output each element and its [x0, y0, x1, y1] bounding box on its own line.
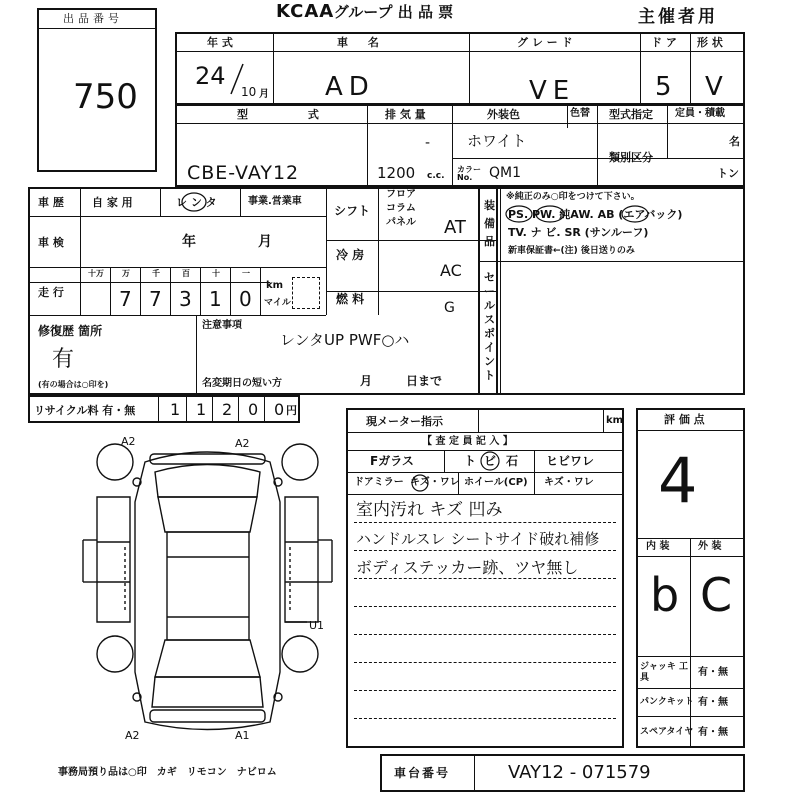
door-mirror-label: ドアミラー — [354, 477, 404, 488]
displacement-label: 排 気 量 — [385, 108, 426, 121]
lot-number-label: 出品番号 — [63, 12, 123, 25]
interior-label: 内 装 — [646, 541, 670, 552]
recycle-unit: 円 — [286, 404, 297, 417]
vehicle-row-1 — [175, 32, 745, 105]
expiry-label: 名変期日の短い方 — [202, 378, 282, 389]
recycle-fee-box — [28, 395, 300, 423]
meter-unit: km — [606, 415, 624, 426]
digit-label-5: 一 — [242, 269, 250, 278]
color-change-label: 色替 — [570, 108, 590, 119]
shift-floor: フロア — [386, 189, 416, 200]
shape-value: V — [705, 72, 723, 102]
displacement-value: 1200 — [377, 164, 416, 182]
pw-circle-icon — [534, 204, 566, 224]
chassis-label: 車台番号 — [394, 766, 451, 780]
displacement-dash: - — [425, 135, 431, 151]
spare-tire-label: スペアタイヤ — [640, 727, 694, 737]
comment-line-1: 室内汚れ キズ 凹み — [356, 500, 503, 520]
appraisal-box — [346, 408, 624, 748]
category-label: 類別区分 — [609, 151, 653, 164]
capacity-label: 定員・積載 — [675, 108, 725, 119]
digit-label-4: 十 — [212, 269, 220, 278]
expiry-day-unit: 日まで — [406, 374, 443, 388]
fuel-value: G — [444, 300, 455, 316]
meter-label: 現メーター指示 — [366, 415, 443, 428]
equipment-line-3: 新車保証書←(注) 後日送りのみ — [508, 246, 635, 256]
mileage-label: 走 行 — [38, 286, 64, 299]
model-label: 型 式 — [237, 108, 347, 121]
jack-tools-value: 有・無 — [698, 667, 728, 678]
crack-label: ヒビワレ — [546, 454, 595, 468]
digit-label-2: 千 — [152, 269, 160, 278]
notes-label: 注意事項 — [202, 320, 242, 331]
mark-rear-left: A2 — [125, 729, 140, 742]
color-number-value: QM1 — [489, 165, 522, 181]
puncture-kit-label: パンクキット — [640, 697, 694, 707]
shift-value: AT — [444, 217, 466, 238]
vehicle-row-2 — [175, 104, 745, 187]
year-label: 年 式 — [207, 36, 233, 49]
ac-label: 冷 房 — [336, 248, 365, 262]
puncture-kit-value: 有・無 — [698, 697, 728, 708]
rating-value: 4 — [658, 444, 698, 517]
sales-point-label: セールスポイント — [484, 271, 495, 382]
rating-box — [636, 408, 745, 748]
repair-note: (有の場合は○印を) — [38, 380, 109, 389]
recycle-digit-4: 0 — [274, 400, 285, 419]
equipment-side-label: 装備品 — [484, 199, 495, 248]
digit-label-0: 十万 — [88, 269, 104, 278]
mileage-digit-2: 7 — [149, 287, 162, 311]
tons-unit: トン — [717, 167, 739, 180]
repair-label: 修復歴 箇所 — [38, 324, 103, 338]
shape-label: 形 状 — [697, 36, 723, 49]
scratch-crack-label: キズ・ワレ — [410, 477, 460, 488]
equipment-note: ※純正のみ○印をつけて下さい。 — [506, 192, 640, 202]
model-designation-label: 型式指定 — [609, 108, 653, 121]
notes-value: レンタUP PWF○ハ — [280, 331, 410, 349]
spare-tire-value: 有・無 — [698, 727, 728, 738]
grade-value: VE — [529, 76, 576, 106]
fuel-label: 燃 料 — [336, 292, 365, 306]
month-unit: 月 — [259, 89, 269, 100]
persons-unit: 名 — [729, 135, 740, 148]
lot-number-box — [37, 8, 157, 172]
lot-number-value: 750 — [73, 77, 138, 117]
inspection-label: 車 検 — [38, 236, 64, 249]
comment-line-3: ボディステッカー跡、ツヤ無し — [356, 558, 579, 577]
recycle-digit-0: 1 — [170, 400, 181, 419]
history-label: 車 歴 — [38, 196, 64, 209]
ishi-label: 石 — [506, 454, 519, 468]
year-value: 24 — [195, 62, 226, 90]
jack-tools-label: ジャッキ 工 具 — [640, 662, 688, 683]
rental-circle-icon — [180, 191, 208, 213]
recycle-digit-2: 2 — [222, 400, 233, 419]
bi-circle-icon — [478, 450, 502, 472]
history-grid — [28, 187, 498, 395]
mark-front-right: A2 — [235, 437, 250, 450]
scratch-circle-icon — [410, 473, 430, 493]
exterior-color-value: ホワイト — [467, 132, 527, 150]
wheel-label: ホイール(CP) — [464, 477, 528, 488]
color-number-label: カラーNo. — [457, 165, 481, 182]
exterior-label: 外 装 — [698, 541, 722, 552]
shift-label: シフト — [334, 204, 371, 218]
mileage-digit-3: 3 — [179, 287, 192, 311]
exterior-color-label: 外装色 — [487, 108, 520, 121]
comment-line-2: ハンドルスレ シートサイド破れ補修 — [356, 530, 600, 548]
equipment-box — [478, 187, 745, 395]
chassis-number-box — [380, 754, 745, 792]
recycle-label: リサイクル料 有・無 — [34, 404, 136, 417]
history-private: 自 家 用 — [92, 196, 133, 209]
doors-label: ド ア — [651, 36, 677, 49]
mark-rear-right: A1 — [235, 729, 250, 742]
mile-unit: マイル — [264, 298, 291, 308]
ps-circle-icon — [504, 204, 534, 224]
to-label: ト — [464, 454, 477, 468]
recycle-digit-1: 1 — [196, 400, 207, 419]
grade-label: グ レ ー ド — [517, 36, 573, 49]
digit-label-3: 百 — [182, 269, 190, 278]
inspection-month-unit: 月 — [258, 234, 272, 250]
appraisal-header: 【 査 定 員 記 入 】 — [422, 436, 513, 447]
ab-circle-icon — [620, 204, 650, 224]
expiry-month-unit: 月 — [360, 374, 373, 388]
scratch-crack-2-label: キズ・ワレ — [544, 477, 594, 488]
equipment-line-1: PS. PW. 純AW. AB (エアバック) — [508, 208, 683, 221]
km-unit: km — [266, 280, 284, 291]
bi-label: ビ — [484, 454, 497, 468]
equipment-line-2: TV. ナ ビ. SR (サンルーフ) — [508, 226, 649, 239]
organizer-label: 主催者用 — [638, 7, 718, 27]
car-name-value: AD — [325, 72, 375, 102]
shift-column: コラム — [386, 203, 416, 214]
form-title: .グループ 出 品 票 — [328, 3, 454, 21]
mark-side-right: U1 — [309, 619, 325, 632]
shift-panel: パネル — [386, 217, 416, 228]
fglass-label: Fガラス — [370, 454, 414, 468]
mileage-digit-5: 0 — [239, 287, 252, 311]
recycle-digit-3: 0 — [248, 400, 259, 419]
history-rental: レ ン タ — [176, 196, 217, 209]
month-value: 10 — [241, 85, 257, 99]
car-damage-diagram — [75, 432, 340, 747]
chassis-value: VAY12 - 071579 — [508, 762, 651, 783]
exterior-value: C — [700, 568, 733, 622]
office-note: 事務局預り品は○印 カギ リモコン ナビロム — [58, 767, 277, 778]
digit-label-1: 万 — [122, 269, 130, 278]
inspection-year-unit: 年 — [182, 234, 196, 250]
brand-logo: KCAA — [276, 1, 335, 22]
rating-label: 評 価 点 — [664, 413, 705, 426]
model-value: CBE-VAY12 — [187, 162, 300, 184]
cc-unit: c.c. — [427, 171, 445, 181]
interior-value: b — [650, 568, 680, 622]
doors-value: 5 — [655, 72, 672, 102]
mark-front-left: A2 — [121, 435, 136, 448]
repair-value: 有 — [52, 347, 75, 372]
car-name-label: 車 名 — [337, 36, 387, 49]
mileage-dotted-box — [292, 277, 320, 309]
mileage-digit-4: 1 — [209, 287, 222, 311]
history-business: 事業.営業車 — [248, 196, 302, 207]
mileage-digit-1: 7 — [119, 287, 132, 311]
ac-value: AC — [440, 261, 462, 280]
